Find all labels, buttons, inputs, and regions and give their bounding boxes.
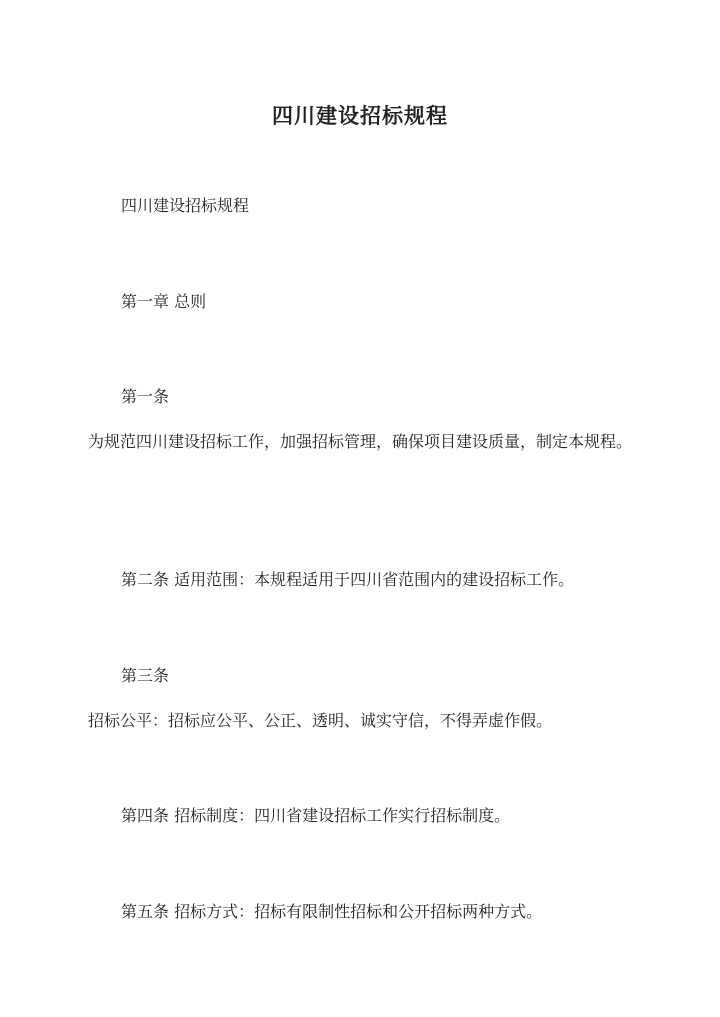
document-title: 四川建设招标规程 [272,103,448,129]
article-4: 第四条 招标制度：四川省建设招标工作实行招标制度。 [121,806,511,825]
article-3-body: 招标公平：招标应公平、公正、透明、诚实守信，不得弄虚作假。 [88,711,553,730]
article-2: 第二条 适用范围：本规程适用于四川省范围内的建设招标工作。 [121,570,575,589]
paragraph-subtitle: 四川建设招标规程 [121,196,250,215]
chapter-heading: 第一章 总则 [121,292,207,311]
article-1-heading: 第一条 [121,387,170,406]
article-1-body: 为规范四川建设招标工作，加强招标管理，确保项目建设质量，制定本规程。 [88,432,633,451]
article-3-heading: 第三条 [121,666,170,685]
article-5: 第五条 招标方式：招标有限制性招标和公开招标两种方式。 [121,902,543,921]
